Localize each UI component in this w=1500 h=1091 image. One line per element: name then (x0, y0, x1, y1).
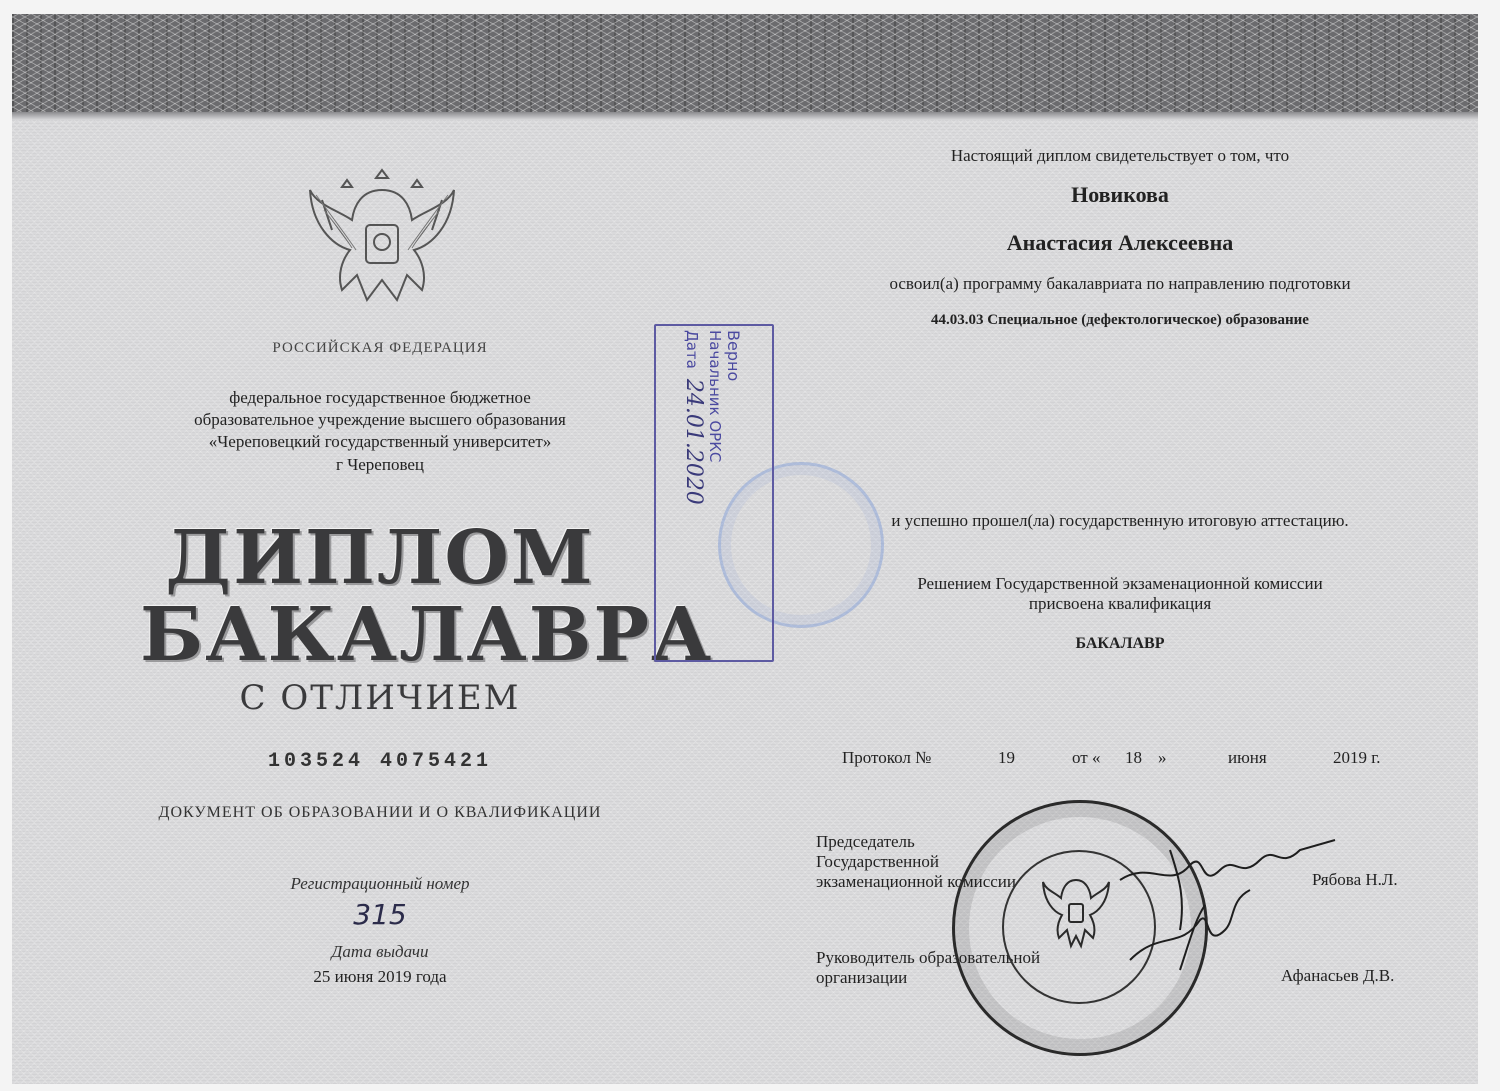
band-edge (12, 112, 1478, 120)
institution-line-3: «Череповецкий государственный университет» (208, 432, 552, 451)
commission-decision-line-2: присвоена квалификация (1028, 594, 1212, 613)
certification-stamp-text (681, 330, 743, 650)
seal-eagle-icon (1040, 870, 1112, 960)
chair-title-line-1: Председатель (816, 832, 915, 851)
issue-date-label: Дата выдачи (331, 942, 429, 961)
institution-line-2: образовательное учреждение высшего образования (194, 410, 566, 429)
program-name: 44.03.03 Специальное (дефектологическое) образование (931, 312, 1309, 328)
stamp-line-date-label: Дата (683, 330, 701, 369)
head-title-line-1: Руководитель образовательной (816, 948, 1041, 967)
mastered-program-text: освоил(а) программу бакалавриата по направлению подготовки (889, 274, 1351, 293)
coat-of-arms-icon (302, 150, 462, 320)
protocol-from-label: от « (1072, 748, 1101, 767)
distinction-label: С ОТЛИЧИЕМ (239, 678, 521, 718)
protocol-month: июня (1228, 748, 1267, 767)
registration-label: Регистрационный номер (290, 874, 470, 893)
head-title-line-2: организации (816, 968, 908, 987)
institution-city: г Череповец (335, 455, 425, 474)
graduate-given-names: Анастасия Алексеевна (1006, 230, 1234, 255)
stamp-handwritten-date: 24.01.2020 (681, 378, 706, 505)
document-type: ДОКУМЕНТ ОБ ОБРАЗОВАНИИ И О КВАЛИФИКАЦИИ (158, 804, 602, 821)
qualification: БАКАЛАВР (1075, 635, 1165, 652)
graduate-surname: Новикова (1071, 182, 1169, 207)
head-name: Афанасьев Д.В. (1281, 966, 1395, 985)
protocol-day: 18 (1125, 748, 1142, 767)
attestation-text: и успешно прошел(ла) государственную итоговую аттестацию. (891, 511, 1349, 530)
protocol-label: Протокол № (842, 748, 932, 767)
protocol-number: 19 (998, 748, 1015, 767)
stamp-line-head: Начальник ОРКС (706, 330, 724, 463)
diploma-title-line-1: ДИПЛОМ (165, 515, 595, 601)
protocol-close-quote: » (1158, 748, 1167, 767)
guilloche-band (12, 14, 1478, 114)
issue-date: 25 июня 2019 года (313, 967, 447, 986)
chair-name: Рябова Н.Л. (1312, 870, 1398, 889)
registration-number: 315 (353, 898, 407, 931)
signature-marks (1110, 820, 1340, 980)
protocol-year: 2019 г. (1333, 748, 1381, 767)
commission-decision-line-1: Решением Государственной экзаменационной комиссии (917, 574, 1323, 593)
serial-number: 103524 4075421 (267, 750, 493, 773)
certifies-intro: Настоящий диплом свидетельствует о том, что (950, 146, 1290, 165)
chair-title-line-3: экзаменационной комиссии (816, 872, 1016, 891)
chair-title-line-2: Государственной (816, 852, 939, 871)
institution-line-1: федеральное государственное бюджетное (229, 388, 531, 407)
country-name: РОССИЙСКАЯ ФЕДЕРАЦИЯ (272, 340, 488, 356)
stamp-line-verno: Верно (724, 330, 743, 382)
diploma-title-line-2: БАКАЛАВРА (140, 592, 714, 678)
